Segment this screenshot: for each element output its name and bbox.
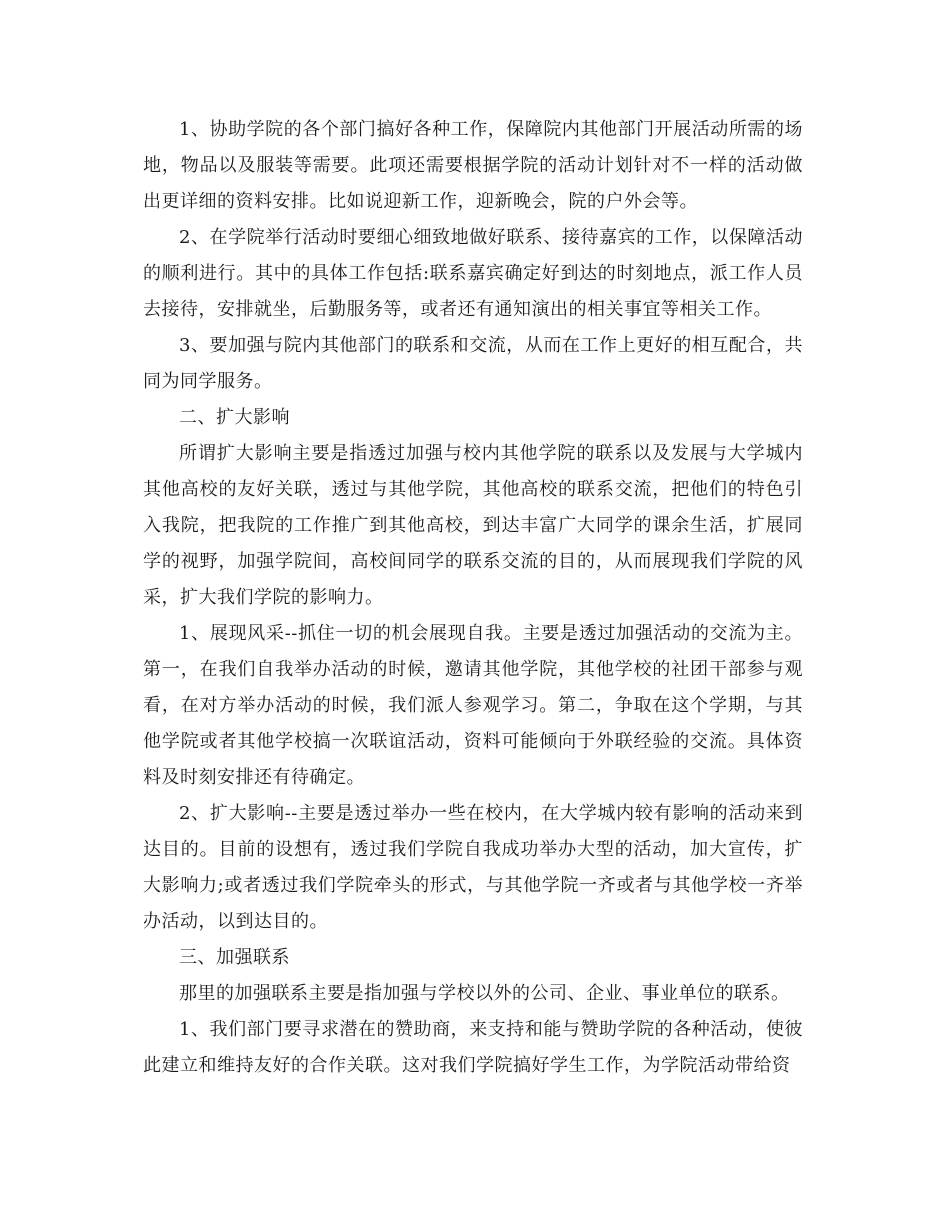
paragraph-expand-influence-detail: 2、扩大影响--主要是透过举办一些在校内，在大学城内较有影响的活动来到达目的。目前的设想有，透过我们学院自我成功举办大型的活动，加大宣传，扩大影响力;或者透过我们学院牵头的形式，与其他学院一齐或者与其他学校一齐举办活动，以到达目的。 [143, 803, 803, 932]
heading-strengthen-contact: 三、加强联系 [179, 947, 290, 968]
paragraph-expand-influence-intro: 所谓扩大影响主要是指透过加强与校内其他学院的联系以及发展与大学城内其他高校的友好关联，透过与其他学院，其他高校的联系交流，把他们的特色引入我院，把我院的工作推广到其他高校，到达丰富广大同学的课余生活，扩展同学的视野，加强学院间，高校间同学的联系交流的目的，从而展现我们学院的风采，扩大我们学院的影响力。 [143, 443, 803, 608]
paragraph-strengthen-exchange: 3、要加强与院内其他部门的联系和交流，从而在工作上更好的相互配合，共同为同学服务。 [143, 335, 803, 392]
paragraph-strengthen-contact-intro: 那里的加强联系主要是指加强与学校以外的公司、企业、事业单位的联系。 [179, 983, 790, 1004]
paragraph-show-style: 1、展现风采--抓住一切的机会展现自我。主要是透过加强活动的交流为主。第一，在我们自我举办活动的时候，邀请其他学院，其他学校的社团干部参与观看，在对方举办活动的时候，我们派人参观学习。第二，争取在这个学期，与其他学院或者其他学校搞一次联谊活动，资料可能倾向于外联经验的交流。具体资料及时刻安排还有待确定。 [143, 623, 803, 788]
paragraph-reception-guests: 2、在学院举行活动时要细心细致地做好联系、接待嘉宾的工作，以保障活动的顺利进行。其中的具体工作包括:联系嘉宾确定好到达的时刻地点，派工作人员去接待，安排就坐，后勤服务等，或者还有通知演出的相关事宜等相关工作。 [143, 227, 803, 320]
heading-expand-influence: 二、扩大影响 [179, 407, 290, 428]
document-page [143, 112, 803, 1084]
paragraph-sponsors: 1、我们部门要寻求潜在的赞助商，来支持和能与赞助学院的各种活动，使彼此建立和维持友好的合作关联。这对我们学院搞好学生工作，为学院活动带给资 [143, 1019, 803, 1076]
paragraph-assist-departments: 1、协助学院的各个部门搞好各种工作，保障院内其他部门开展活动所需的场地，物品以及服装等需要。此项还需要根据学院的活动计划针对不一样的活动做出更详细的资料安排。比如说迎新工作，迎新晚会，院的户外会等。 [143, 119, 803, 212]
